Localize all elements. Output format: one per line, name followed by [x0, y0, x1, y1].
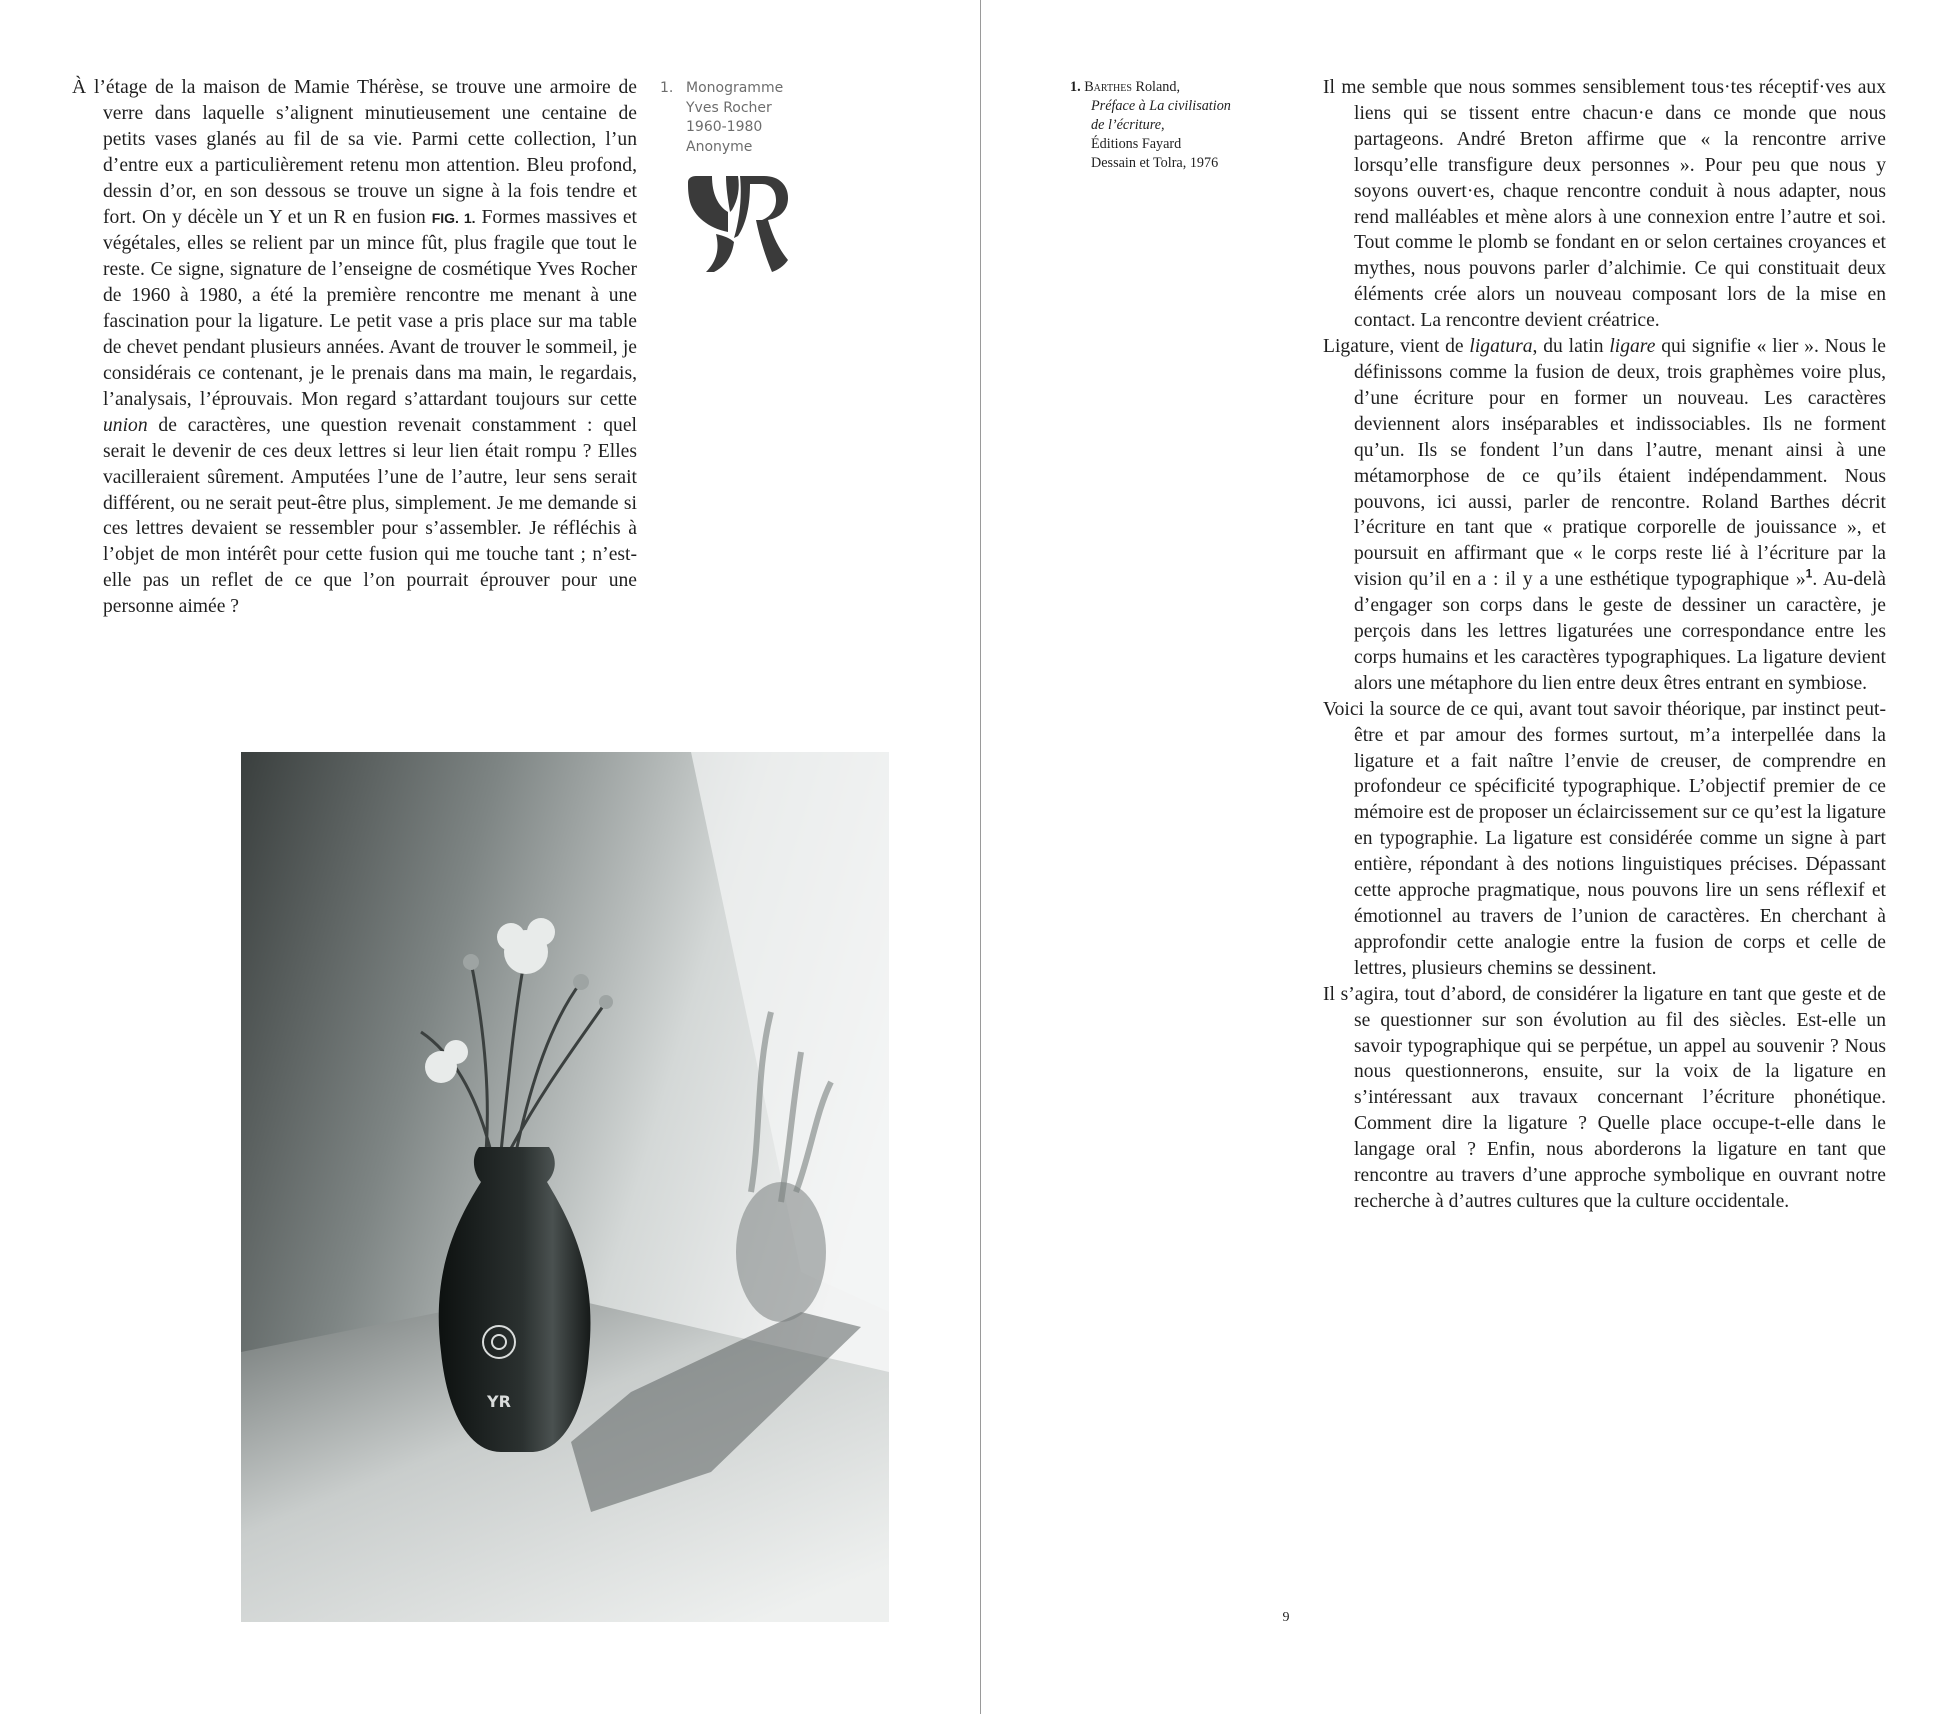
p2-text-c: qui signifie « lier ». Nous le définissons comme la fusion de deux, trois graphèmes voire plus, d’une écriture pour en former un nouveau. Les caractères deviennent alors inséparables et indissociables. Ils ne forment qu’un. Ils se fondent l’un dans l’autre, menant ainsi à une métamorphose de ce qu’ils étaient indépendamment. Nous pouvons, ici aussi, parler de rencontre. Roland Barthes décrit l’écriture en tant que « pratique corporelle de jouissance », et poursuit en affirmant que « le corps reste lié à l’écriture par la vision qu’il en a : il y a une esthétique typographique »	[1354, 336, 1887, 591]
footnote-number: 1.	[1070, 79, 1081, 95]
intro-paragraph	[72, 75, 637, 620]
p2-italic-ligatura: ligatura	[1469, 336, 1533, 358]
footnote-author-first: Roland,	[1131, 79, 1181, 95]
caption-number: 1.	[660, 80, 674, 96]
footnote-title-line: Préface à La civilisation	[1091, 98, 1231, 114]
paragraph-4: Il s’agira, tout d’abord, de considérer la ligature en tant que geste et de se questionner sur son évolution au fil des siècles. Est-elle un savoir typographique qui se perpétue, un appel au souvenir ? Nous nous questionnerons, ensuite, sur la voix de la ligature en s’intéressant aux travaux concernant l’écriture phonétique. Comment dire la ligature ? Quelle place occupe-t-elle dans le langage oral ? Enfin, nous aborderons la ligature en tant que rencontre au travers d’une approche symbolique en ouvrant notre recherche à d’autres cultures que la culture occidentale.	[1323, 983, 1886, 1212]
footnote-head	[1070, 78, 1310, 97]
paragraph-3: Voici la source de ce qui, avant tout savoir théorique, par instinct peut-être et par amour des formes surtout, m’a interpellée dans la ligature et a fait naître l’envie de creuser, de comprendre en profondeur ce spécificité typographique. L’objectif premier de ce mémoire est de proposer un éclaircissement sur ce qu’est la ligature en typographie. La ligature est considérée comme un signe à part entière, répondant à des notions linguistiques précises. Dépassant cette approche pragmatique, nous pouvons lire un sens réflexif et émotionnel au travers de l’union de caractères. En cherchant à approfondir cette analogie entre la fusion de corps et celle de lettres, plusieurs chemins se dessinent.	[1323, 698, 1886, 979]
right-page-body-text	[1323, 75, 1886, 1215]
p2-text-b: , du latin	[1532, 336, 1610, 358]
yr-monogram-logo-icon	[686, 176, 790, 272]
vase-with-flowers-photo	[241, 752, 889, 1622]
footnote-publisher: Éditions Fayard	[1091, 136, 1182, 152]
p2-text-a: Ligature, vient de	[1323, 336, 1470, 358]
paragraph-1: Il me semble que nous sommes sensiblement tous·tes réceptif·ves aux liens qui se tissent entre chacun·e dans ce monde que nous partageons. André Breton affirme que « la rencontre arrive lorsqu’elle transfigure deux personnes ». Pour peu que nous y soyons ouvert·es, chaque rencontre conduit à nous adapter, nous rend malléables et mène alors à une connexion entre l’autre et soi. Tout comme le plomb se fondant en or selon certaines croyances et mythes, nous pouvons parler d’alchimie. Ce qui constituait deux éléments crée alors un nouveau composant lors de la mise en contact. La rencontre devient créatrice.	[1323, 77, 1886, 332]
footnote-author-surname: Barthes	[1084, 79, 1132, 95]
footnote-marker: 1	[1805, 566, 1813, 581]
figure-reference: FIG. 1.	[431, 209, 476, 226]
footnote-publisher-detail: Dessain et Tolra, 1976	[1091, 155, 1219, 171]
p2-italic-ligare: ligare	[1609, 336, 1656, 358]
caption-line: Anonyme	[686, 138, 753, 155]
caption-line: Monogramme	[686, 80, 784, 96]
page-number: 9	[1282, 1610, 1290, 1625]
intro-text-part1: À l’étage de la maison de Mamie Thérèse, se trouve une armoire de verre dans laquelle s’alignent minutieusement une centaine de petits vases glanés au fil de sa vie. Parmi cette collection, l’un d’entre eux a particulièrement retenu mon attention. Bleu profond, dessin d’or, en son dessous se trouve un signe à la fois tendre et fort. On y décèle un Y et un R en fusion	[72, 77, 637, 228]
footnote-title-line: de l’écriture,	[1091, 117, 1165, 133]
intro-italic-word: union	[103, 414, 148, 436]
page-spread-divider	[980, 0, 981, 1714]
intro-text-part3: de caractères, une question revenait constamment : quel serait le devenir de ces deux lettres si leur lien était rompu ? Elles vacilleraient sûrement. Amputées l’une de l’autre, leur sens serait différent, ou ne serait peut-être plus, simplement. Je me demande si ces lettres devaient se ressembler pour s’assembler. Je réfléchis à l’objet de mon intérêt pour cette fusion qui me touche tant ; n’est-elle pas un reflet de ce que l’on pourrait éprouver pour une personne aimée ?	[103, 414, 637, 618]
footnote	[1070, 78, 1310, 173]
p2-text-d: . Au-delà d’engager son corps dans le geste de dessiner un caractère, je perçois dans les lettres ligaturées une correspondance entre les corps humains et les caractères typographiques. La ligature devient alors une métaphore du lien entre deux êtres entrant en symbiose.	[1354, 569, 1886, 694]
footnote-lines	[1091, 97, 1310, 173]
figure-caption	[660, 79, 810, 157]
caption-lines	[686, 79, 810, 157]
left-page-body-text	[72, 75, 637, 620]
paragraph-2	[1323, 334, 1886, 697]
intro-text-part2: Formes massives et végétales, elles se relient par un mince fût, plus fragile que tout le reste. Ce signe, signature de l’enseigne de cosmétique Yves Rocher de 1960 à 1980, a été la première rencontre me menant à une fascination pour la ligature. Le petit vase a pris place sur ma table de chevet pendant plusieurs années. Avant de trouver le sommeil, je considérais ce contenant, je le prenais dans ma main, le regardais, l’analysais, l’éprouvais. Mon regard s’attardant toujours sur cette	[103, 206, 637, 410]
vase-monogram: YR	[487, 1392, 511, 1411]
caption-line: Yves Rocher	[686, 99, 772, 116]
caption-line: 1960-1980	[686, 119, 763, 135]
